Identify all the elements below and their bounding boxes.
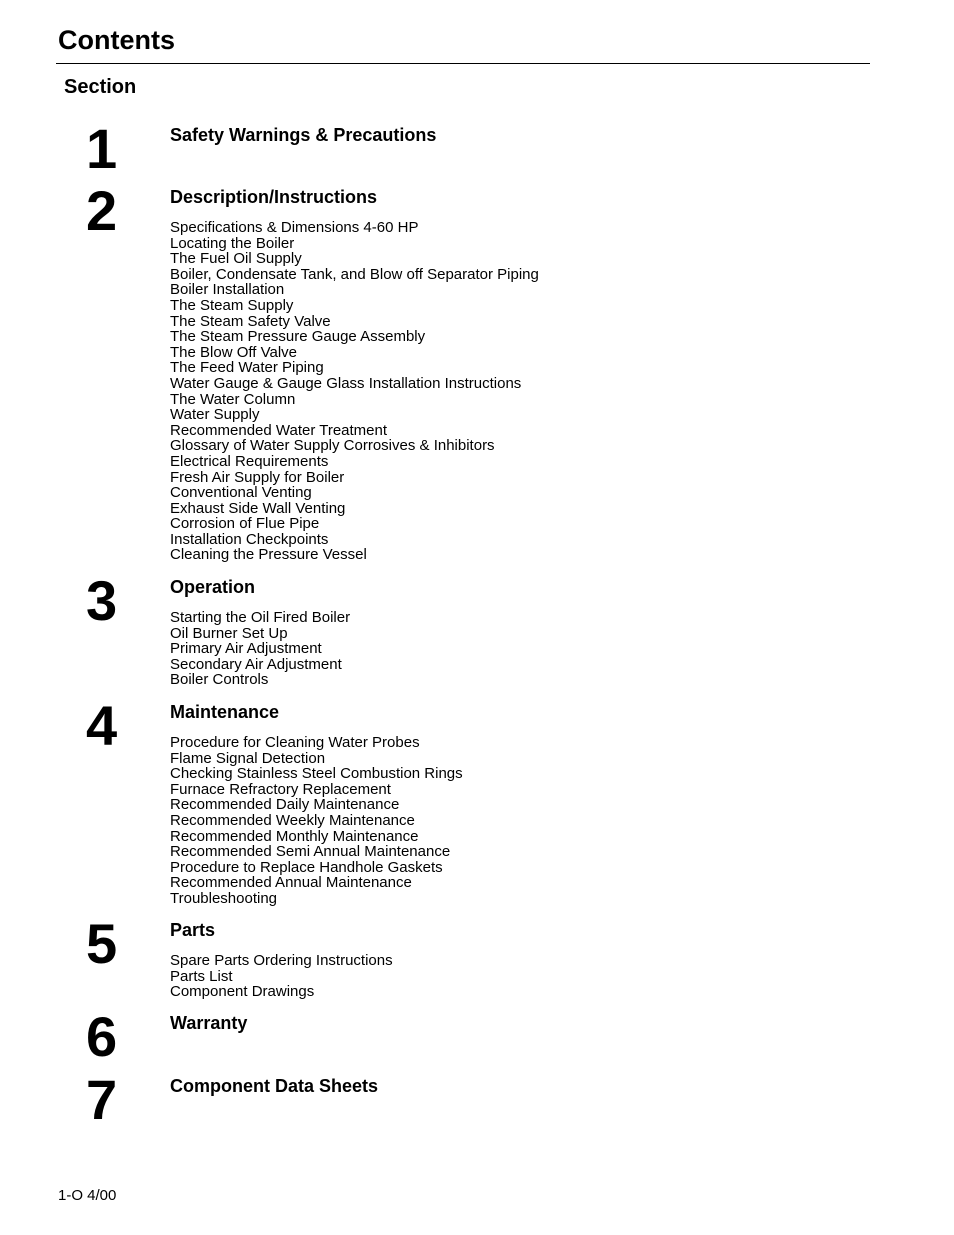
section-topic-list [170,735,463,907]
topic-item[interactable]: Parts List [170,967,233,985]
section-number: 4 [86,694,117,757]
section-number: 6 [86,1005,117,1068]
topic-item[interactable]: Installation Checkpoints [170,530,329,548]
topic-item[interactable]: Fresh Air Supply for Boiler [170,468,345,486]
topic-item[interactable]: The Steam Safety Valve [170,312,331,330]
section-title[interactable]: Component Data Sheets [170,1076,379,1096]
section-title[interactable]: Description/Instructions [170,187,378,207]
topic-item[interactable]: Furnace Refractory Replacement [170,780,391,798]
topic-item[interactable]: Oil Burner Set Up [170,624,288,642]
section-title[interactable]: Warranty [170,1013,248,1033]
section-title[interactable]: Safety Warnings & Precautions [170,125,437,145]
topic-item[interactable]: Boiler Controls [170,671,269,689]
topic-item[interactable]: Procedure to Replace Handhole Gaskets [170,858,443,876]
topic-item[interactable]: Cleaning the Pressure Vessel [170,546,367,564]
section-title[interactable]: Operation [170,577,256,597]
topic-item[interactable]: Flame Signal Detection [170,749,326,767]
topic-item[interactable]: Water Supply [170,406,260,424]
section-topic-list [170,220,539,563]
topic-item[interactable]: Spare Parts Ordering Instructions [170,952,393,969]
section-number: 3 [86,569,117,632]
topic-item[interactable]: Boiler, Condensate Tank, and Blow off Separator Piping [170,265,539,283]
topic-item[interactable]: Secondary Air Adjustment [170,655,342,673]
topic-item[interactable]: Starting the Oil Fired Boiler [170,609,351,626]
topic-item[interactable]: Checking Stainless Steel Combustion Rings [170,765,463,783]
topic-item[interactable]: Glossary of Water Supply Corrosives & Inhibitors [170,437,495,455]
title-divider [56,63,870,64]
topic-item[interactable]: Exhaust Side Wall Venting [170,499,346,517]
topic-item[interactable]: Corrosion of Flue Pipe [170,515,320,533]
topic-item[interactable]: Recommended Semi Annual Maintenance [170,843,451,861]
topic-item[interactable]: Conventional Venting [170,484,312,502]
topic-item[interactable]: Recommended Daily Maintenance [170,796,400,814]
topic-item[interactable]: Troubleshooting [170,889,278,907]
section-title[interactable]: Parts [170,920,216,940]
section-number: 1 [86,117,117,180]
section-column-label: Section [64,76,137,98]
topic-item[interactable]: Boiler Installation [170,281,285,299]
topic-item[interactable]: The Water Column [170,390,296,408]
section-topic-list [170,610,350,688]
topic-item[interactable]: The Fuel Oil Supply [170,250,302,268]
section-number: 5 [86,912,117,975]
topic-item[interactable]: The Steam Pressure Gauge Assembly [170,328,426,346]
topic-item[interactable]: Locating the Boiler [170,234,295,252]
section-number: 7 [86,1068,117,1131]
topic-item[interactable]: The Blow Off Valve [170,343,298,361]
topic-item[interactable]: Recommended Weekly Maintenance [170,811,415,829]
topic-item[interactable]: Water Gauge & Gauge Glass Installation Instructions [170,374,522,392]
page-title: Contents [58,25,175,55]
document-code: 1-O 4/00 [58,1187,117,1204]
topic-item[interactable]: The Steam Supply [170,296,294,314]
topic-item[interactable]: Recommended Water Treatment [170,421,388,439]
topic-item[interactable]: Recommended Monthly Maintenance [170,827,419,845]
section-number: 2 [86,179,117,242]
topic-item[interactable]: Recommended Annual Maintenance [170,874,412,892]
section-topic-list [170,953,393,1000]
topic-item[interactable]: The Feed Water Piping [170,359,324,377]
topic-item[interactable]: Electrical Requirements [170,452,329,470]
topic-item[interactable]: Specifications & Dimensions 4-60 HP [170,219,419,236]
section-title[interactable]: Maintenance [170,702,280,722]
topic-item[interactable]: Procedure for Cleaning Water Probes [170,734,420,751]
topic-item[interactable]: Primary Air Adjustment [170,640,322,658]
topic-item[interactable]: Component Drawings [170,983,315,1001]
